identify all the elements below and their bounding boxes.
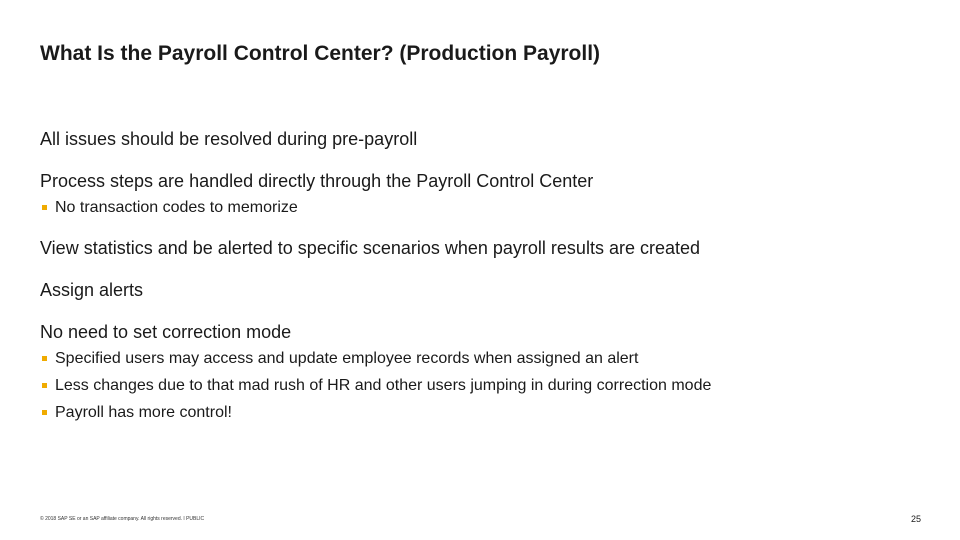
point-2: Process steps are handled directly through the Payroll Control Center (40, 171, 594, 191)
sub-bullet-item (40, 198, 920, 217)
slide-title: What Is the Payroll Control Center? (Production Payroll) (40, 42, 601, 65)
sub-bullet-item (40, 376, 920, 395)
point-2-sublist (40, 198, 920, 217)
page-number: 25 (910, 514, 921, 524)
sub-bullet-text: Less changes due to that mad rush of HR and other users jumping in during correction mode (55, 377, 712, 394)
point-3: View statistics and be alerted to specific scenarios when payroll results are created (40, 238, 700, 258)
point-1: All issues should be resolved during pre-payroll (40, 129, 418, 149)
bullet-icon (42, 356, 47, 361)
sub-bullet-item (40, 403, 920, 422)
bullet-icon (42, 383, 47, 388)
point-5: No need to set correction mode (40, 322, 292, 342)
sub-bullet-text: No transaction codes to memorize (55, 199, 298, 216)
content-area (40, 128, 920, 430)
point-4: Assign alerts (40, 280, 144, 300)
footer-copyright: © 2018 SAP SE or an SAP affiliate company. All rights reserved. ǀ PUBLIC (40, 516, 205, 522)
point-5-sublist (40, 349, 920, 422)
bullet-icon (42, 410, 47, 415)
sub-bullet-item (40, 349, 920, 368)
bullet-icon (42, 205, 47, 210)
sub-bullet-text: Specified users may access and update employee records when assigned an alert (55, 350, 639, 367)
sub-bullet-text: Payroll has more control! (55, 404, 232, 421)
